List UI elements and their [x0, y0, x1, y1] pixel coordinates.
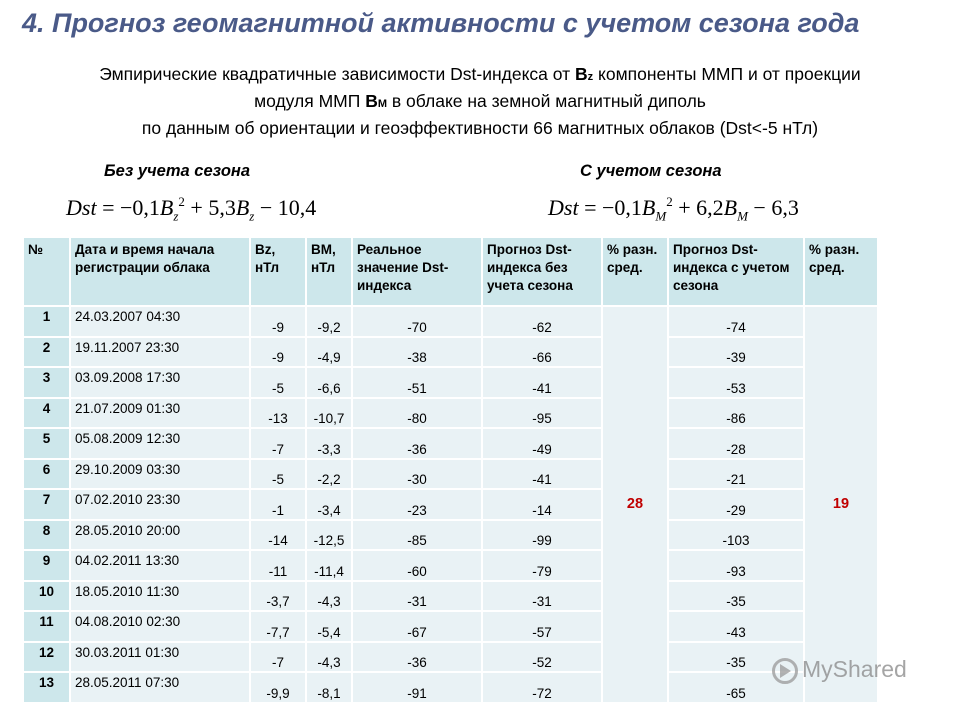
row-bz: -5 [251, 460, 305, 489]
row-forecast-with-season: -93 [669, 551, 803, 580]
row-date: 05.08.2009 12:30 [71, 429, 249, 458]
table-row [24, 490, 877, 519]
formula-with-season: Dst = $-0,1B_M^2 + 6,2B_M - 6,3$ [548, 194, 799, 224]
row-real-dst: -51 [353, 368, 481, 397]
row-forecast-without-season: -14 [483, 490, 601, 519]
row-date: 28.05.2011 07:30 [71, 673, 249, 702]
row-bm: -3,4 [307, 490, 351, 519]
table-row [24, 551, 877, 580]
subtitle-line-1: Эмпирические квадратичные зависимости Dst-индекса от Bz компоненты ММП и от проекции [99, 64, 861, 84]
row-bm: -9,2 [307, 307, 351, 336]
table-row [24, 673, 877, 702]
table-row [24, 612, 877, 641]
header-forecast-with-season: Прогноз Dst-индекса с учетом сезона [669, 238, 803, 305]
table-row [24, 521, 877, 550]
row-real-dst: -80 [353, 399, 481, 428]
subtitle-line-3: по данным об ориентации и геоэффективности 66 магнитных облаков (Dst<-5 нТл) [141, 118, 819, 138]
row-forecast-without-season: -41 [483, 460, 601, 489]
play-icon [772, 658, 798, 684]
subtitle [0, 62, 960, 140]
row-number: 12 [24, 643, 69, 672]
table-row [24, 582, 877, 611]
row-forecast-with-season: -28 [669, 429, 803, 458]
table-row [24, 460, 877, 489]
row-bm: -4,3 [307, 643, 351, 672]
row-bz: -9,9 [251, 673, 305, 702]
row-forecast-without-season: -49 [483, 429, 601, 458]
header-date: Дата и время начала регистрации облака [71, 238, 249, 305]
row-number: 13 [24, 673, 69, 702]
row-date: 03.09.2008 17:30 [71, 368, 249, 397]
row-forecast-with-season: -74 [669, 307, 803, 336]
table-row [24, 429, 877, 458]
row-forecast-with-season: -53 [669, 368, 803, 397]
row-bz: -13 [251, 399, 305, 428]
table-row [24, 307, 877, 336]
row-bz: -7 [251, 429, 305, 458]
pct-diff-with-season: 19 [805, 307, 877, 702]
row-bz: -14 [251, 521, 305, 550]
row-real-dst: -70 [353, 307, 481, 336]
header-pct-without-season: % разн. сред. [603, 238, 667, 305]
header-forecast-without-season: Прогноз Dst-индекса без учета сезона [483, 238, 601, 305]
table-row [24, 643, 877, 672]
row-forecast-without-season: -52 [483, 643, 601, 672]
row-forecast-with-season: -65 [669, 673, 803, 702]
row-forecast-with-season: -35 [669, 582, 803, 611]
row-bz: -1 [251, 490, 305, 519]
row-number: 9 [24, 551, 69, 580]
row-bm: -6,6 [307, 368, 351, 397]
row-bm: -4,9 [307, 338, 351, 367]
row-forecast-without-season: -62 [483, 307, 601, 336]
table-header-row [24, 238, 877, 305]
row-number: 3 [24, 368, 69, 397]
row-forecast-without-season: -79 [483, 551, 601, 580]
row-number: 8 [24, 521, 69, 550]
row-date: 04.02.2011 13:30 [71, 551, 249, 580]
row-date: 30.03.2011 01:30 [71, 643, 249, 672]
row-date: 18.05.2010 11:30 [71, 582, 249, 611]
row-real-dst: -31 [353, 582, 481, 611]
table-row [24, 399, 877, 428]
row-bm: -2,2 [307, 460, 351, 489]
table-row [24, 338, 877, 367]
row-bm: -12,5 [307, 521, 351, 550]
header-pct-with-season: % разн. сред. [805, 238, 877, 305]
row-bz: -9 [251, 338, 305, 367]
row-bm: -3,3 [307, 429, 351, 458]
header-num: № [24, 238, 69, 305]
row-bm: -8,1 [307, 673, 351, 702]
row-date: 24.03.2007 04:30 [71, 307, 249, 336]
forecast-table [22, 236, 879, 704]
row-real-dst: -85 [353, 521, 481, 550]
row-real-dst: -36 [353, 643, 481, 672]
row-forecast-with-season: -39 [669, 338, 803, 367]
row-forecast-with-season: -86 [669, 399, 803, 428]
row-real-dst: -38 [353, 338, 481, 367]
row-forecast-with-season: -29 [669, 490, 803, 519]
heading-without-season: Без учета сезона [104, 162, 251, 180]
row-real-dst: -23 [353, 490, 481, 519]
header-bm: BM, нТл [307, 238, 351, 305]
row-number: 6 [24, 460, 69, 489]
row-forecast-without-season: -41 [483, 368, 601, 397]
row-forecast-without-season: -57 [483, 612, 601, 641]
row-bz: -11 [251, 551, 305, 580]
row-number: 4 [24, 399, 69, 428]
row-date: 28.05.2010 20:00 [71, 521, 249, 550]
header-bz: Bz, нТл [251, 238, 305, 305]
row-number: 10 [24, 582, 69, 611]
watermark: MyShared [772, 656, 907, 684]
row-forecast-without-season: -66 [483, 338, 601, 367]
row-date: 04.08.2010 02:30 [71, 612, 249, 641]
subtitle-line-2: модуля ММП BM в облаке на земной магнитный диполь [254, 91, 706, 111]
row-forecast-with-season: -21 [669, 460, 803, 489]
row-date: 19.11.2007 23:30 [71, 338, 249, 367]
row-bm: -4,3 [307, 582, 351, 611]
row-forecast-with-season: -35 [669, 643, 803, 672]
row-number: 5 [24, 429, 69, 458]
row-number: 2 [24, 338, 69, 367]
row-date: 07.02.2010 23:30 [71, 490, 249, 519]
table-row [24, 368, 877, 397]
row-bz: -3,7 [251, 582, 305, 611]
row-forecast-with-season: -103 [669, 521, 803, 550]
row-number: 1 [24, 307, 69, 336]
row-date: 21.07.2009 01:30 [71, 399, 249, 428]
row-number: 7 [24, 490, 69, 519]
formula-without-season: Dst = $-0,1B_z^2 + 5,3B_z - 10,4$ [66, 194, 317, 224]
row-real-dst: -67 [353, 612, 481, 641]
row-bz: -5 [251, 368, 305, 397]
row-real-dst: -91 [353, 673, 481, 702]
row-forecast-without-season: -72 [483, 673, 601, 702]
row-bz: -7,7 [251, 612, 305, 641]
row-real-dst: -60 [353, 551, 481, 580]
row-bz: -7 [251, 643, 305, 672]
row-bm: -10,7 [307, 399, 351, 428]
heading-with-season: С учетом сезона [580, 162, 722, 180]
slide-title: 4. Прогноз геомагнитной активности с учетом сезона года [22, 8, 860, 38]
row-forecast-without-season: -31 [483, 582, 601, 611]
row-bz: -9 [251, 307, 305, 336]
pct-diff-without-season: 28 [603, 307, 667, 702]
row-date: 29.10.2009 03:30 [71, 460, 249, 489]
row-real-dst: -30 [353, 460, 481, 489]
row-real-dst: -36 [353, 429, 481, 458]
row-forecast-without-season: -95 [483, 399, 601, 428]
row-bm: -11,4 [307, 551, 351, 580]
row-forecast-without-season: -99 [483, 521, 601, 550]
row-forecast-with-season: -43 [669, 612, 803, 641]
row-bm: -5,4 [307, 612, 351, 641]
header-real: Реальное значение Dst-индекса [353, 238, 481, 305]
row-number: 11 [24, 612, 69, 641]
